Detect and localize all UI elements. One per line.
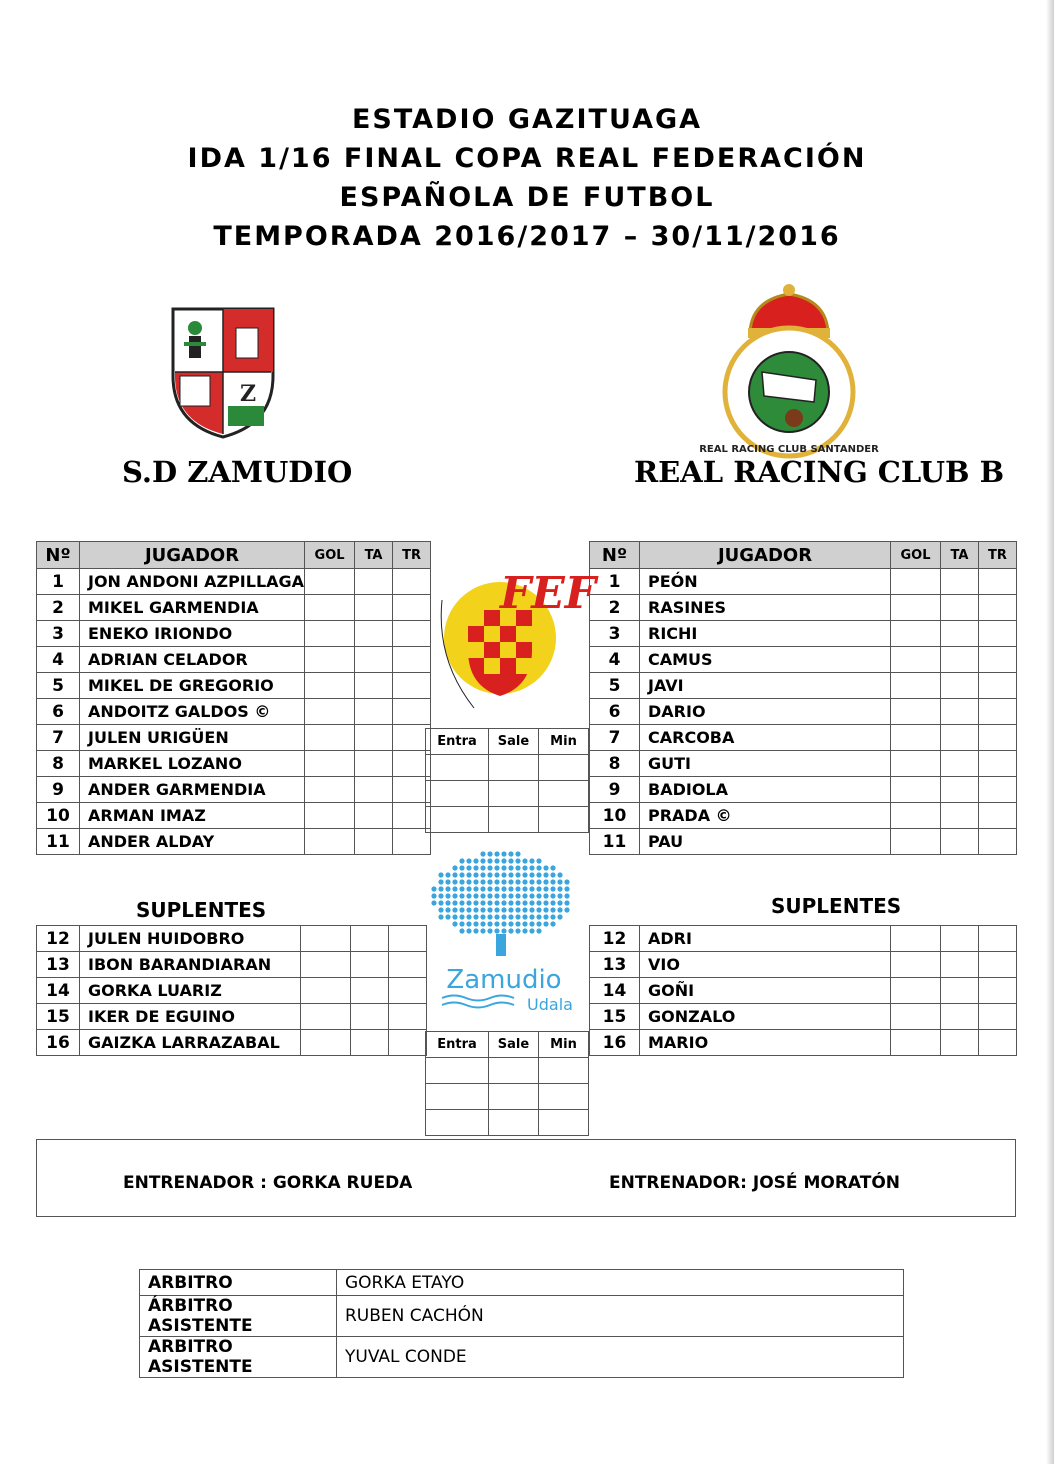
red-card-cell — [979, 952, 1017, 978]
player-number: 7 — [37, 725, 80, 751]
player-name: ADRIAN CELADOR — [80, 647, 305, 673]
goals-cell — [305, 725, 355, 751]
red-card-cell — [979, 777, 1017, 803]
goals-cell — [891, 751, 941, 777]
goals-cell — [301, 978, 351, 1004]
player-name: ANDER ALDAY — [80, 829, 305, 855]
udala-logo-word: Udala — [527, 995, 573, 1014]
red-card-cell — [389, 978, 427, 1004]
player-number: 9 — [590, 777, 640, 803]
substitutions-table-home — [425, 728, 589, 833]
referee-name: RUBEN CACHÓN — [337, 1296, 904, 1337]
col-minute: Min — [539, 1032, 589, 1058]
title-line-stadium: ESTADIO GAZITUAGA — [351, 104, 703, 135]
col-red: TR — [393, 542, 431, 569]
yellow-card-cell — [941, 1004, 979, 1030]
col-num: Nº — [37, 542, 80, 569]
zamudio-logo-word: Zamudio — [446, 965, 562, 995]
player-number: 1 — [37, 569, 80, 595]
yellow-card-cell — [941, 952, 979, 978]
goals-cell — [305, 621, 355, 647]
yellow-card-cell — [355, 803, 393, 829]
player-row — [590, 978, 1017, 1004]
player-row — [590, 1030, 1017, 1056]
svg-text:Z: Z — [239, 381, 257, 407]
player-name: DARIO — [640, 699, 891, 725]
player-row — [590, 1004, 1017, 1030]
player-row — [37, 699, 431, 725]
player-row — [590, 777, 1017, 803]
player-number: 7 — [590, 725, 640, 751]
title-line-season-date: TEMPORADA 2016/2017 – 30/11/2016 — [213, 221, 841, 252]
player-number: 10 — [37, 803, 80, 829]
player-name: CAMUS — [640, 647, 891, 673]
goals-cell — [301, 1030, 351, 1056]
referees-table — [139, 1269, 904, 1378]
player-name: JAVI — [640, 673, 891, 699]
referee-row — [140, 1270, 904, 1296]
red-card-cell — [979, 569, 1017, 595]
referee-row — [140, 1337, 904, 1378]
document-title — [0, 100, 1054, 256]
yellow-card-cell — [941, 751, 979, 777]
player-number: 12 — [590, 926, 640, 952]
player-row — [37, 1004, 427, 1030]
goals-cell — [891, 978, 941, 1004]
player-name: JULEN URIGÜEN — [80, 725, 305, 751]
player-name: ENEKO IRIONDO — [80, 621, 305, 647]
referee-role: ÁRBITRO ASISTENTE — [140, 1296, 337, 1337]
player-name: VIO — [640, 952, 891, 978]
referee-name: YUVAL CONDE — [337, 1337, 904, 1378]
col-minute: Min — [539, 729, 589, 755]
player-name: IBON BARANDIARAN — [80, 952, 301, 978]
player-number: 6 — [37, 699, 80, 725]
player-row — [37, 569, 431, 595]
player-number: 2 — [590, 595, 640, 621]
player-row — [37, 725, 431, 751]
red-card-cell — [979, 829, 1017, 855]
player-number: 9 — [37, 777, 80, 803]
goals-cell — [891, 803, 941, 829]
goals-cell — [891, 647, 941, 673]
red-card-cell — [979, 699, 1017, 725]
title-line-competition: IDA 1/16 FINAL COPA REAL FEDERACIÓN — [187, 143, 867, 174]
yellow-card-cell — [355, 595, 393, 621]
goals-cell — [891, 1004, 941, 1030]
sd-zamudio-crest-logo — [170, 306, 276, 440]
yellow-card-cell — [355, 751, 393, 777]
yellow-card-cell — [351, 978, 389, 1004]
fef-federation-logo — [430, 548, 597, 716]
home-subs-table — [36, 925, 427, 1056]
player-number: 8 — [590, 751, 640, 777]
yellow-card-cell — [355, 829, 393, 855]
goals-cell — [891, 926, 941, 952]
yellow-card-cell — [941, 673, 979, 699]
col-out: Sale — [489, 1032, 539, 1058]
player-number: 15 — [37, 1004, 80, 1030]
player-row — [590, 647, 1017, 673]
player-number: 15 — [590, 1004, 640, 1030]
red-card-cell — [979, 647, 1017, 673]
player-row — [590, 725, 1017, 751]
yellow-card-cell — [351, 926, 389, 952]
player-name: JULEN HUIDOBRO — [80, 926, 301, 952]
player-row — [590, 621, 1017, 647]
red-card-cell — [393, 673, 431, 699]
player-name: IKER DE EGUINO — [80, 1004, 301, 1030]
player-name: ANDER GARMENDIA — [80, 777, 305, 803]
col-num: Nº — [590, 542, 640, 569]
red-card-cell — [389, 952, 427, 978]
goals-cell — [891, 952, 941, 978]
player-number: 4 — [590, 647, 640, 673]
yellow-card-cell — [351, 1004, 389, 1030]
player-number: 6 — [590, 699, 640, 725]
player-number: 11 — [590, 829, 640, 855]
goals-cell — [301, 952, 351, 978]
player-row — [590, 699, 1017, 725]
player-number: 3 — [37, 621, 80, 647]
player-name: ADRI — [640, 926, 891, 952]
coaches-box — [36, 1139, 1016, 1217]
player-row — [37, 829, 431, 855]
goals-cell — [305, 829, 355, 855]
col-yellow: TA — [355, 542, 393, 569]
player-number: 5 — [37, 673, 80, 699]
player-row — [590, 803, 1017, 829]
away-subs-table — [589, 925, 1017, 1056]
goals-cell — [305, 673, 355, 699]
yellow-card-cell — [941, 803, 979, 829]
player-name: PRADA © — [640, 803, 891, 829]
player-name: BADIOLA — [640, 777, 891, 803]
yellow-card-cell — [355, 621, 393, 647]
player-row — [590, 595, 1017, 621]
yellow-card-cell — [355, 647, 393, 673]
player-name: ARMAN IMAZ — [80, 803, 305, 829]
red-card-cell — [389, 926, 427, 952]
player-row — [37, 621, 431, 647]
substitutions-table-away — [425, 1031, 589, 1136]
yellow-card-cell — [941, 725, 979, 751]
player-number: 11 — [37, 829, 80, 855]
player-name: CARCOBA — [640, 725, 891, 751]
red-card-cell — [393, 699, 431, 725]
col-goals: GOL — [891, 542, 941, 569]
away-coach: ENTRENADOR: JOSÉ MORATÓN — [609, 1173, 901, 1193]
player-name: RICHI — [640, 621, 891, 647]
player-row — [590, 569, 1017, 595]
red-card-cell — [393, 647, 431, 673]
player-number: 16 — [590, 1030, 640, 1056]
yellow-card-cell — [355, 725, 393, 751]
yellow-card-cell — [355, 673, 393, 699]
player-number: 4 — [37, 647, 80, 673]
player-row — [590, 829, 1017, 855]
yellow-card-cell — [941, 647, 979, 673]
player-name: MIKEL GARMENDIA — [80, 595, 305, 621]
player-number: 5 — [590, 673, 640, 699]
player-row — [590, 926, 1017, 952]
red-card-cell — [979, 725, 1017, 751]
player-row — [37, 673, 431, 699]
player-number: 14 — [590, 978, 640, 1004]
red-card-cell — [979, 1030, 1017, 1056]
goals-cell — [305, 803, 355, 829]
goals-cell — [891, 621, 941, 647]
red-card-cell — [393, 595, 431, 621]
red-card-cell — [979, 803, 1017, 829]
red-card-cell — [979, 751, 1017, 777]
player-name: GAIZKA LARRAZABAL — [80, 1030, 301, 1056]
player-name: GUTI — [640, 751, 891, 777]
player-number: 13 — [590, 952, 640, 978]
referee-row — [140, 1296, 904, 1337]
goals-cell — [891, 595, 941, 621]
home-coach: ENTRENADOR : GORKA RUEDA — [123, 1173, 413, 1193]
player-number: 12 — [37, 926, 80, 952]
red-card-cell — [979, 1004, 1017, 1030]
goals-cell — [891, 777, 941, 803]
player-number: 13 — [37, 952, 80, 978]
yellow-card-cell — [941, 926, 979, 952]
goals-cell — [305, 569, 355, 595]
yellow-card-cell — [941, 699, 979, 725]
home-team-name: S.D ZAMUDIO — [122, 455, 353, 489]
player-row — [37, 926, 427, 952]
away-starters-table — [589, 541, 1017, 855]
player-row — [590, 751, 1017, 777]
player-number: 10 — [590, 803, 640, 829]
referee-name: GORKA ETAYO — [337, 1270, 904, 1296]
player-name: GOÑI — [640, 978, 891, 1004]
player-number: 16 — [37, 1030, 80, 1056]
player-name: PAU — [640, 829, 891, 855]
yellow-card-cell — [941, 595, 979, 621]
player-row — [590, 673, 1017, 699]
home-subs-heading: SUPLENTES — [136, 898, 267, 922]
zamudio-udala-logo — [430, 848, 580, 1016]
yellow-card-cell — [941, 621, 979, 647]
goals-cell — [891, 1030, 941, 1056]
red-card-cell — [389, 1030, 427, 1056]
player-name: ANDOITZ GALDOS © — [80, 699, 305, 725]
goals-cell — [891, 725, 941, 751]
real-racing-crest-logo — [699, 280, 879, 460]
yellow-card-cell — [351, 1030, 389, 1056]
yellow-card-cell — [355, 569, 393, 595]
player-name: GORKA LUARIZ — [80, 978, 301, 1004]
goals-cell — [891, 699, 941, 725]
col-in: Entra — [426, 1032, 489, 1058]
player-name: PEÓN — [640, 569, 891, 595]
away-team-name: REAL RACING CLUB B — [634, 455, 1005, 489]
player-row — [37, 803, 431, 829]
racing-crest-text: REAL RACING CLUB SANTANDER — [699, 444, 879, 455]
red-card-cell — [979, 926, 1017, 952]
col-goals: GOL — [305, 542, 355, 569]
goals-cell — [301, 1004, 351, 1030]
player-number: 14 — [37, 978, 80, 1004]
col-red: TR — [979, 542, 1017, 569]
red-card-cell — [979, 595, 1017, 621]
yellow-card-cell — [941, 829, 979, 855]
red-card-cell — [979, 673, 1017, 699]
goals-cell — [891, 829, 941, 855]
player-name: JON ANDONI AZPILLAGA — [80, 569, 305, 595]
goals-cell — [305, 647, 355, 673]
referee-role: ARBITRO ASISTENTE — [140, 1337, 337, 1378]
col-in: Entra — [426, 729, 489, 755]
player-number: 8 — [37, 751, 80, 777]
yellow-card-cell — [941, 569, 979, 595]
player-row — [37, 595, 431, 621]
player-row — [37, 978, 427, 1004]
player-row — [37, 777, 431, 803]
goals-cell — [301, 926, 351, 952]
player-row — [590, 952, 1017, 978]
player-row — [37, 751, 431, 777]
col-yellow: TA — [941, 542, 979, 569]
col-player: JUGADOR — [80, 542, 305, 569]
home-starters-table — [36, 541, 431, 855]
player-name: MIKEL DE GREGORIO — [80, 673, 305, 699]
away-subs-heading: SUPLENTES — [771, 894, 902, 918]
player-name: MARIO — [640, 1030, 891, 1056]
yellow-card-cell — [355, 699, 393, 725]
col-out: Sale — [489, 729, 539, 755]
goals-cell — [305, 595, 355, 621]
red-card-cell — [979, 621, 1017, 647]
red-card-cell — [389, 1004, 427, 1030]
goals-cell — [891, 569, 941, 595]
yellow-card-cell — [941, 978, 979, 1004]
col-player: JUGADOR — [640, 542, 891, 569]
goals-cell — [305, 751, 355, 777]
svg-text:FEF: FEF — [499, 568, 597, 619]
red-card-cell — [393, 621, 431, 647]
yellow-card-cell — [941, 777, 979, 803]
player-number: 3 — [590, 621, 640, 647]
goals-cell — [305, 777, 355, 803]
yellow-card-cell — [941, 1030, 979, 1056]
goals-cell — [305, 699, 355, 725]
player-row — [37, 952, 427, 978]
red-card-cell — [393, 569, 431, 595]
player-row — [37, 647, 431, 673]
player-number: 2 — [37, 595, 80, 621]
title-line-federation: ESPAÑOLA DE FUTBOL — [339, 182, 715, 213]
player-number: 1 — [590, 569, 640, 595]
player-name: RASINES — [640, 595, 891, 621]
player-name: GONZALO — [640, 1004, 891, 1030]
referee-role: ARBITRO — [140, 1270, 337, 1296]
player-row — [37, 1030, 427, 1056]
player-name: MARKEL LOZANO — [80, 751, 305, 777]
yellow-card-cell — [351, 952, 389, 978]
red-card-cell — [979, 978, 1017, 1004]
yellow-card-cell — [355, 777, 393, 803]
goals-cell — [891, 673, 941, 699]
